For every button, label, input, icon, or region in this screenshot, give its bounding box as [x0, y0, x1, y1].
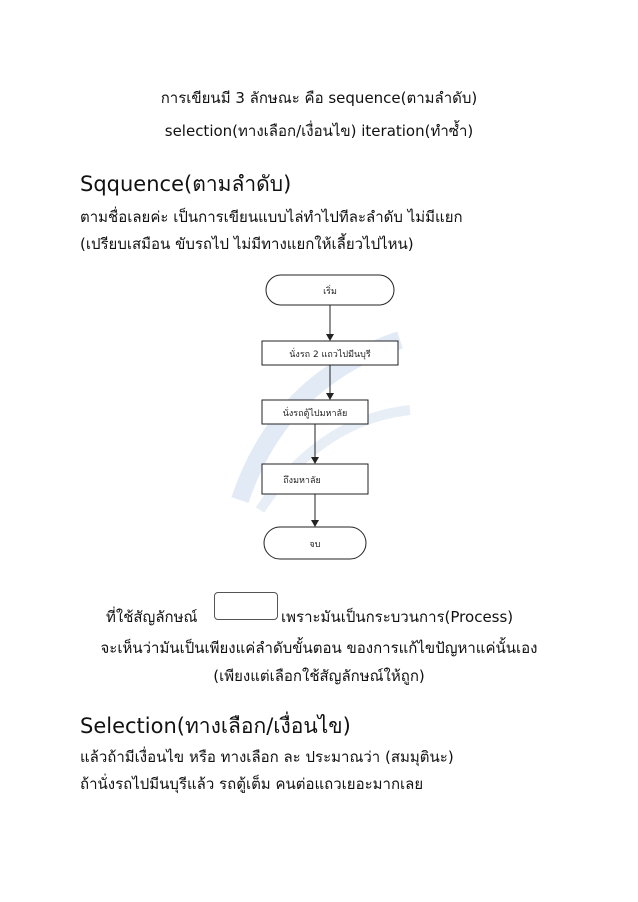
sequence-desc-2: (เปรียบเสมือน ขับรถไป ไม่มีทางแยกให้เลี้ยวไปไหน): [80, 235, 414, 253]
symbol-note-line-2: จะเห็นว่ามันเป็นเพียงแค่ลำดับขั้นตอน ของการแก้ไขปัญหาแค่นั้นเอง: [100, 639, 538, 657]
flow-start-label: เริ่ม: [323, 287, 337, 297]
symbol-note-before: ที่ใช้สัญลักษณ์: [106, 608, 198, 626]
flow-arrowhead-2: [326, 393, 334, 400]
process-symbol-sample: [214, 592, 278, 620]
flow-step-3-label: ถึงมหาลัย: [283, 476, 321, 486]
sequence-desc-1: ตามชื่อเลยค่ะ เป็นการเขียนแบบไล่ทำไปทีละลำดับ ไม่มีแยก: [80, 208, 463, 226]
flow-arrowhead-4: [311, 520, 319, 527]
intro-line-2: selection(ทางเลือก/เงื่อนไข) iteration(ทำซ้ำ): [164, 122, 474, 140]
selection-desc-2: ถ้านั่งรถไปมีนบุรีแล้ว รถตู้เต็ม คนต่อแถวเยอะมากเลย: [80, 775, 424, 793]
flow-step-1-label: นั่งรถ 2 แถวไปมีนบุรี: [289, 350, 371, 360]
sequence-heading: Sqquence(ตามลำดับ): [80, 172, 292, 196]
flow-arrowhead-1: [326, 334, 334, 341]
intro-line-1: การเขียนมี 3 ลักษณะ คือ sequence(ตามลำดับ): [160, 89, 478, 107]
flow-end-label: จบ: [309, 540, 321, 550]
sequence-flowchart: [250, 270, 410, 570]
selection-heading: Selection(ทางเลือก/เงื่อนไข): [80, 714, 351, 738]
symbol-note-after: เพราะมันเป็นกระบวนการ(Process): [281, 608, 514, 626]
selection-desc-1: แล้วถ้ามีเงื่อนไข หรือ ทางเลือก ละ ประมาณว่า (สมมุตินะ): [80, 748, 454, 766]
symbol-note-line-3: (เพียงแต่เลือกใช้สัญลักษณ์ให้ถูก): [213, 667, 425, 685]
flow-step-2-label: นั่งรถตู้ไปมหาลัย: [282, 409, 348, 419]
flow-arrowhead-3: [311, 457, 319, 464]
